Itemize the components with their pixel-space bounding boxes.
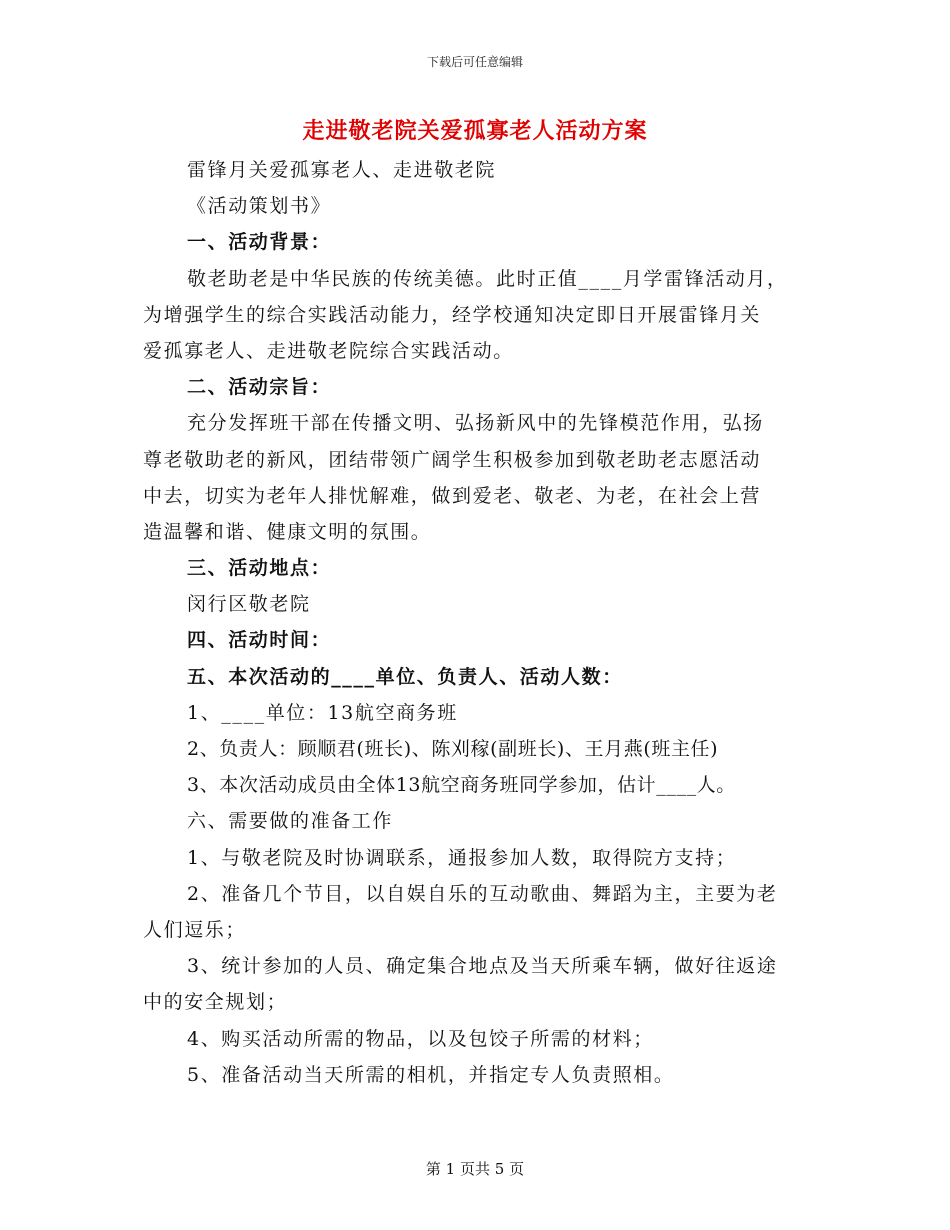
section-heading: 一、活动背景：: [187, 231, 332, 254]
list-item: 2、负责人：顾顺君(班长)、陈刈稼(副班长)、王月燕(班主任): [187, 738, 719, 760]
list-item: 1、与敬老院及时协调联系，通报参加人数，取得院方支持；: [187, 846, 737, 869]
list-item: 3、本次活动成员由全体13航空商务班同学参加，估计____人。: [187, 774, 736, 797]
list-item: 4、购买活动所需的物品，以及包饺子所需的材料；: [187, 1027, 654, 1050]
list-item: 1、____单位：13航空商务班: [187, 701, 458, 724]
list-item-continuation: 中的安全规划；: [143, 991, 288, 1014]
paragraph-line: 造温馨和谐、健康文明的氛围。: [143, 520, 432, 543]
list-item: 3、统计参加的人员、确定集合地点及当天所乘车辆，做好往返途: [187, 955, 778, 978]
paragraph-line: 闵行区敬老院: [187, 593, 311, 616]
paragraph-line: 尊老敬助老的新风，团结带领广阔学生积极参加到敬老助老志愿活动: [143, 448, 762, 471]
paragraph-line: 中去，切实为老年人排忧解难，做到爱老、敬老、为老，在社会上营: [143, 484, 762, 507]
subtitle-line: 雷锋月关爱孤寡老人、走进敬老院: [187, 159, 497, 181]
section-heading: 四、活动时间：: [187, 629, 332, 652]
document-body: [143, 152, 811, 1093]
page-footer: 第 1 页共 5 页: [425, 1160, 525, 1178]
list-item: 5、准备活动当天所需的相机，并指定专人负责照相。: [187, 1063, 675, 1086]
paragraph-line: 敬老助老是中华民族的传统美德。此时正值____月学雷锋活动月，: [187, 267, 788, 290]
list-item: 2、准备几个节目，以自娱自乐的互动歌曲、舞蹈为主，主要为老: [187, 882, 778, 905]
document-title: 走进敬老院关爱孤寡老人活动方案: [302, 118, 648, 144]
paragraph-line: 充分发挥班干部在传播文明、弘扬新风中的先锋模范作用，弘扬: [187, 412, 764, 435]
paragraph-line: 爱孤寡老人、走进敬老院综合实践活动。: [143, 339, 514, 362]
section-heading: 六、需要做的准备工作: [187, 810, 394, 833]
section-heading: 二、活动宗旨：: [187, 376, 332, 399]
section-heading: 五、本次活动的____单位、负责人、活动人数：: [187, 665, 623, 688]
section-heading: 三、活动地点：: [187, 557, 332, 580]
subtitle-line: 《活动策划书》: [187, 195, 332, 218]
page-header: 下载后可任意编辑: [426, 55, 523, 69]
list-item-continuation: 人们逗乐；: [143, 918, 247, 941]
paragraph-line: 为增强学生的综合实践活动能力，经学校通知决定即日开展雷锋月关: [143, 303, 762, 326]
